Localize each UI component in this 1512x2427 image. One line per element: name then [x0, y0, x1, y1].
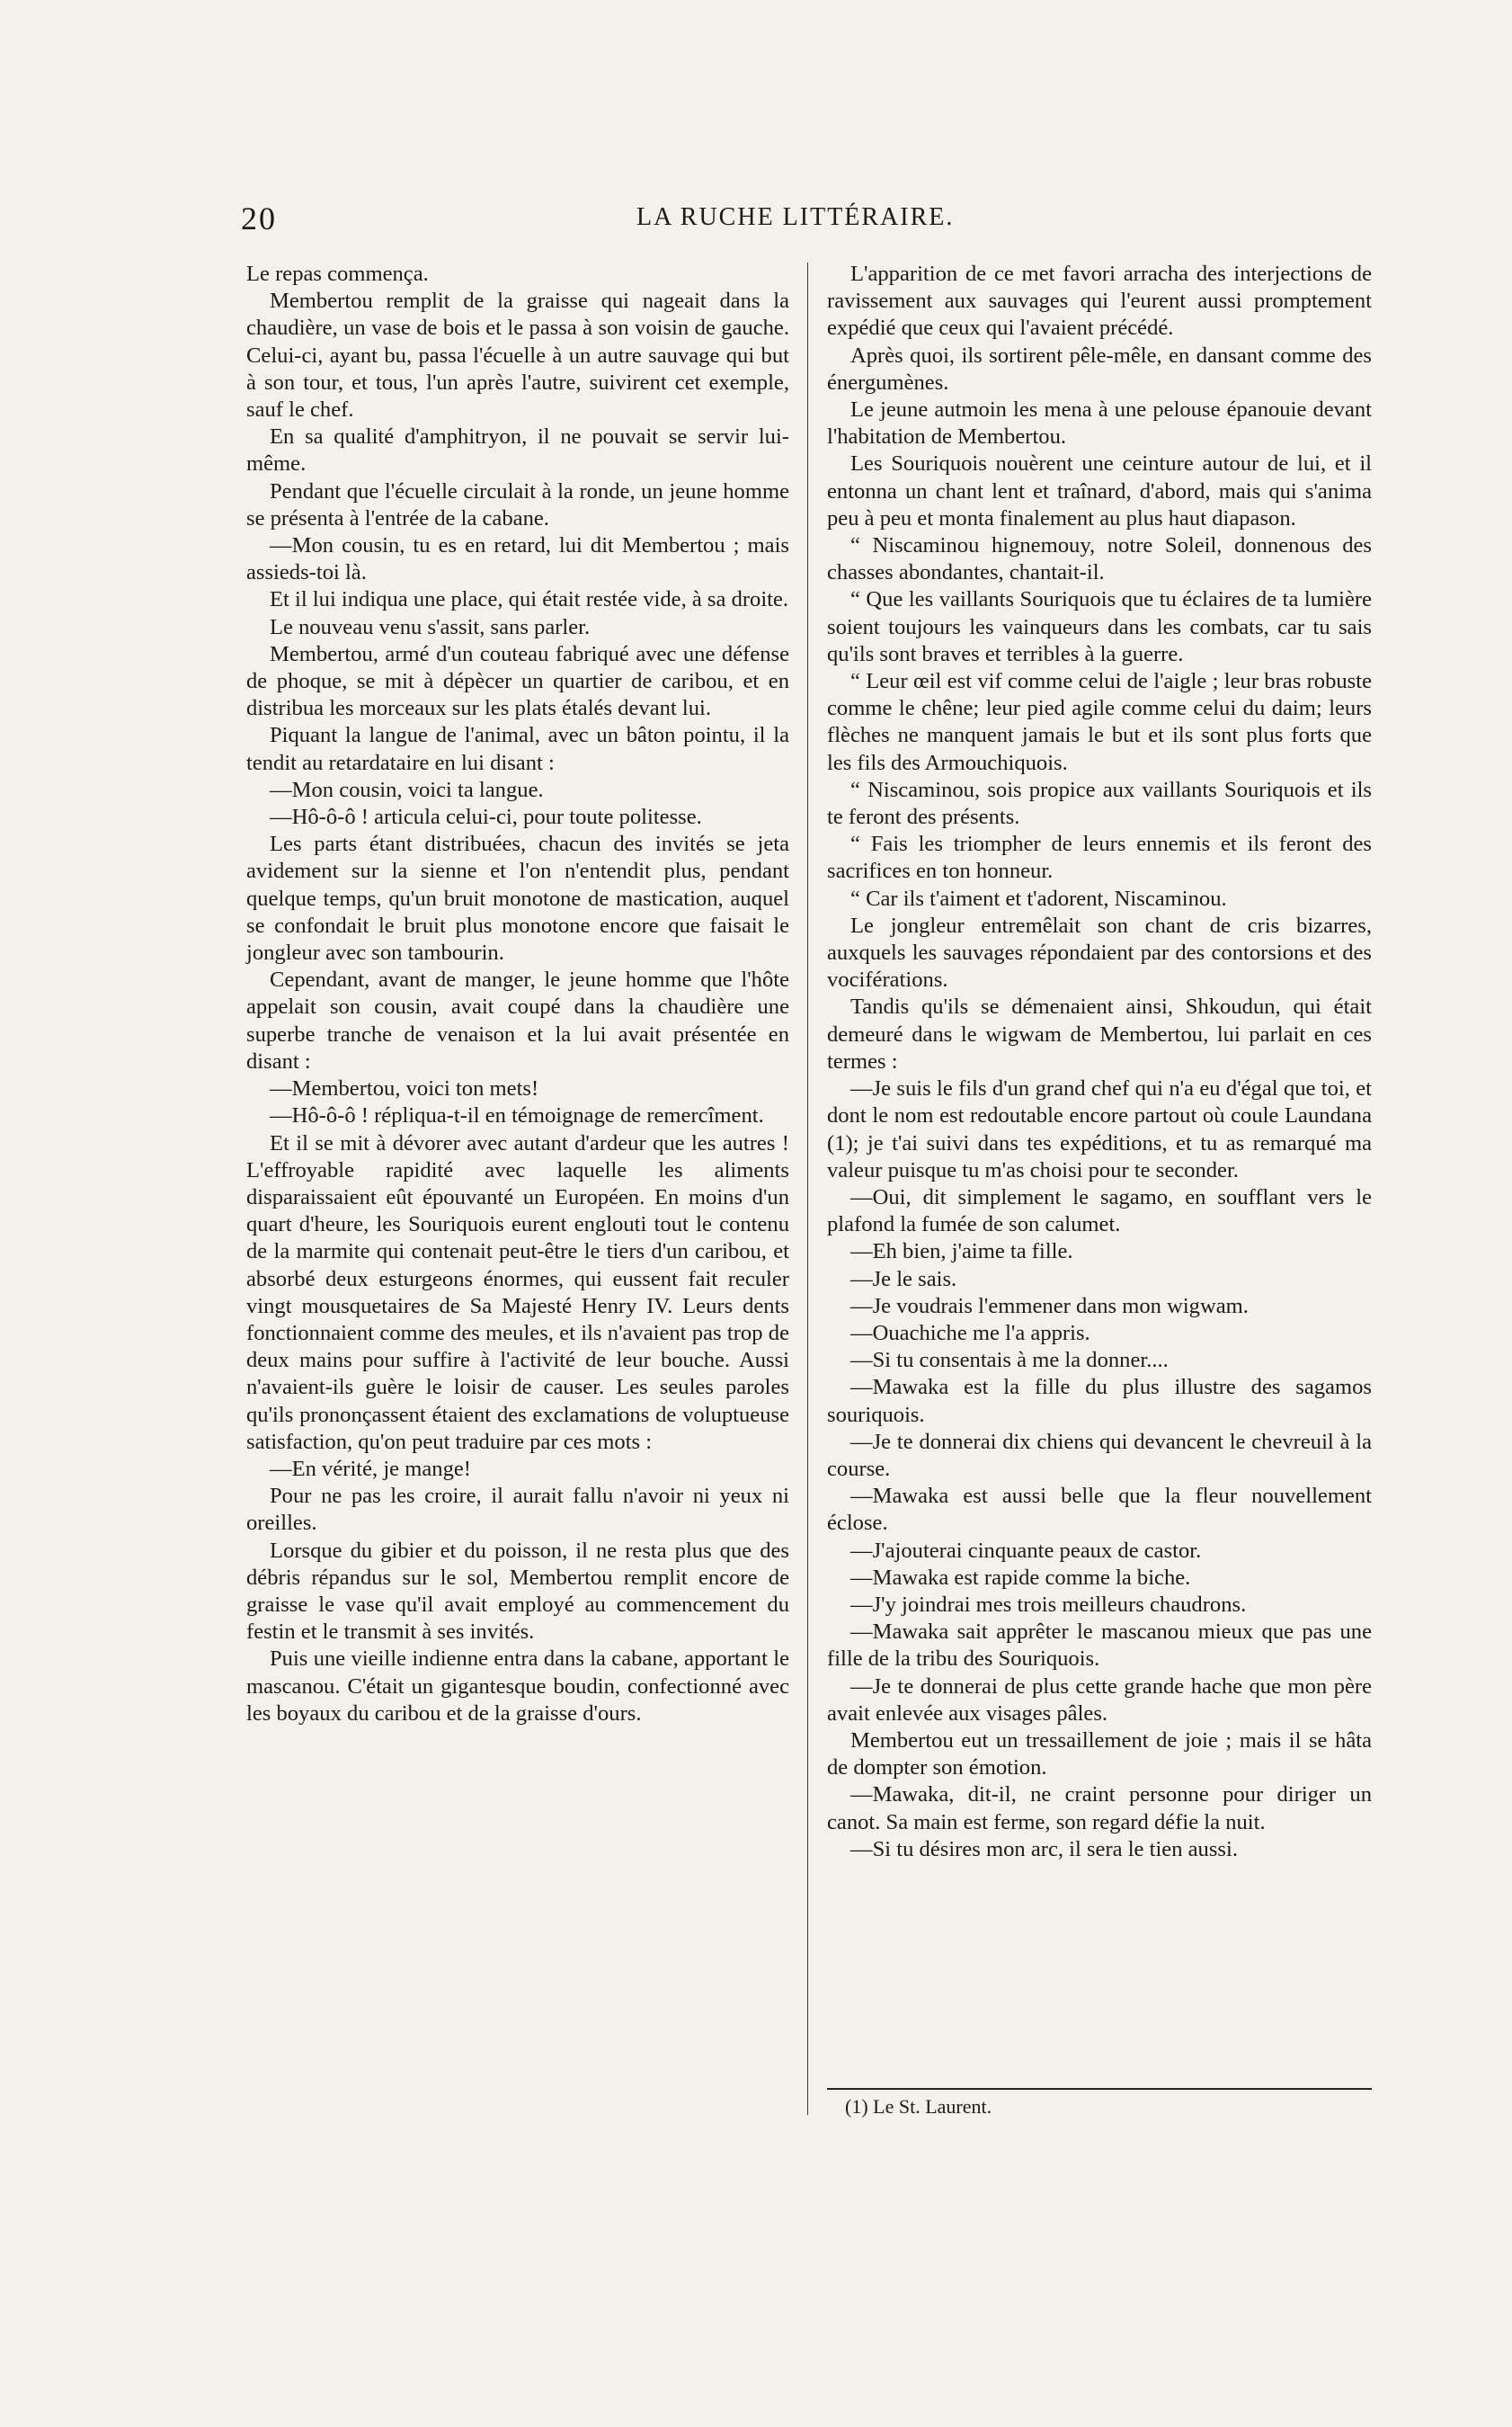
- paragraph: —Eh bien, j'aime ta fille.: [850, 1239, 1073, 1264]
- paragraph: Cependant, avant de manger, le jeune homme que l'hôte appelait son cousin, avait coupé dans la chaudière une superbe tranche de venaison et la lui avait présentée en disant :: [246, 968, 789, 1074]
- paragraph: Après quoi, ils sortirent pêle-mêle, en dansant comme des énergumènes.: [827, 343, 1372, 395]
- paragraph: En sa qualité d'amphitryon, il ne pouvait se servir lui-même.: [246, 424, 789, 477]
- paragraph: “ Niscaminou, sois propice aux vaillants Souriquois et ils te feront des présents.: [827, 777, 1372, 830]
- journal-title: LA RUCHE LITTÉRAIRE.: [636, 203, 955, 231]
- paragraph: Le jongleur entremêlait son chant de cris bizarres, auxquels les sauvages répondaient par des contorsions et des vociférations.: [827, 913, 1372, 993]
- paragraph: Pour ne pas les croire, il aurait fallu n'avoir ni yeux ni oreilles.: [246, 1484, 789, 1536]
- paragraph: —J'ajouterai cinquante peaux de castor.: [850, 1538, 1202, 1563]
- footnote-rule: [827, 2088, 1372, 2090]
- paragraph: L'apparition de ce met favori arracha des interjections de ravissement aux sauvages qui l'eurent aussi promptement expédié que ceux qui l'avaient précédé.: [827, 262, 1372, 341]
- paragraph: Le jeune autmoin les mena à une pelouse épanouie devant l'habitation de Membertou.: [827, 397, 1372, 450]
- paragraph: “ Car ils t'aiment et t'adorent, Niscaminou.: [850, 886, 1227, 911]
- paragraph: Puis une vieille indienne entra dans la cabane, apportant le mascanou. C'était un gigantesque boudin, confectionné avec les boyaux du caribou et de la graisse d'ours.: [246, 1646, 789, 1726]
- footnote: (1) Le St. Laurent.: [845, 2095, 992, 2118]
- paragraph: “ Fais les triompher de leurs ennemis et ils feront des sacrifices en ton honneur.: [827, 832, 1372, 884]
- paragraph: —J'y joindrai mes trois meilleurs chaudrons.: [850, 1592, 1247, 1617]
- paragraph: —Si tu désires mon arc, il sera le tien aussi.: [850, 1836, 1238, 1861]
- paragraph: Et il se mit à dévorer avec autant d'ardeur que les autres ! L'effroyable rapidité avec laquelle les aliments disparaissaient eût épouvanté un Européen. En moins d'un quart d'heure, les Souriquois eurent englouti tout le contenu de la marmite qui contenait peut-être le tiers d'un caribou, et absorbé deux esturgeons énormes, qui eussent fait reculer vingt mousquetaires de Sa Majesté Henry IV. Leurs dents fonctionnaient comme des meules, et ils n'avaient pas trop de deux mains pour suffire à l'activité de leur bouche. Aussi n'avaient-ils guère le loisir de causer. Les seules paroles qu'ils prononçassent étaient des exclamations de voluptueuse satisfaction, qu'on peut traduire par ces mots :: [246, 1130, 789, 1454]
- paragraph: —En vérité, je mange!: [270, 1456, 471, 1481]
- paragraph: —Je voudrais l'emmener dans mon wigwam.: [850, 1293, 1249, 1318]
- paragraph: —Mawaka, dit-il, ne craint personne pour diriger un canot. Sa main est ferme, son regard défie la nuit.: [827, 1782, 1372, 1834]
- paragraph: —Mawaka est la fille du plus illustre des sagamos souriquois.: [827, 1375, 1372, 1427]
- paragraph: Lorsque du gibier et du poisson, il ne resta plus que des débris répandus sur le sol, Membertou remplit encore de graisse le vase qu'il avait employé au commencement du festin et le transmit à ses invités.: [246, 1538, 789, 1645]
- paragraph: Les parts étant distribuées, chacun des invités se jeta avidement sur la sienne et l'on n'entendit plus, pendant quelque temps, qu'un bruit monotone de mastication, auquel se confondait le bruit plus monotone encore que faisait le jongleur avec son tambourin.: [246, 832, 789, 966]
- paragraph: —Je le sais.: [850, 1266, 957, 1291]
- right-column: [827, 261, 1372, 1863]
- paragraph: —Hô-ô-ô ! répliqua-t-il en témoignage de remercîment.: [270, 1103, 764, 1129]
- paragraph: Et il lui indiqua une place, qui était restée vide, à sa droite.: [270, 587, 789, 612]
- paragraph: —Mon cousin, voici ta langue.: [270, 777, 544, 802]
- paragraph: Les Souriquois nouèrent une ceinture autour de lui, et il entonna un chant lent et traînard, d'abord, mais qui s'anima peu à peu et monta finalement au plus haut diapason.: [827, 451, 1372, 531]
- paragraph: Membertou, armé d'un couteau fabriqué avec une défense de phoque, se mit à dépècer un quartier de caribou, et en distribua les morceaux sur les plats étalés devant lui.: [246, 641, 789, 721]
- paragraph: —Si tu consentais à me la donner....: [850, 1348, 1169, 1373]
- paragraph: —Ouachiche me l'a appris.: [850, 1320, 1090, 1345]
- paragraph: —Je te donnerai de plus cette grande hache que mon père avait enlevée aux visages pâles.: [827, 1673, 1372, 1726]
- paragraph: Le nouveau venu s'assit, sans parler.: [270, 614, 591, 639]
- paragraph: “ Niscaminou hignemouy, notre Soleil, donnenous des chasses abondantes, chantait-il.: [827, 533, 1372, 585]
- running-header: [241, 200, 1374, 236]
- paragraph: —Mawaka est aussi belle que la fleur nouvellement éclose.: [827, 1484, 1372, 1536]
- paragraph: —Je te donnerai dix chiens qui devancent le chevreuil à la course.: [827, 1429, 1372, 1481]
- paragraph: “ Leur œil est vif comme celui de l'aigle ; leur bras robuste comme le chêne; leur pied agile comme celui du daim; leurs flèches ne manquent jamais le but et ils sont plus forts que les fils des Armouchiquois.: [827, 669, 1372, 775]
- paragraph: —Hô-ô-ô ! articula celui-ci, pour toute politesse.: [270, 805, 702, 830]
- paragraph: —Oui, dit simplement le sagamo, en soufflant vers le plafond la fumée de son calumet.: [827, 1184, 1372, 1237]
- paragraph: —Membertou, voici ton mets!: [270, 1076, 539, 1102]
- paragraph: —Mon cousin, tu es en retard, lui dit Membertou ; mais assieds-toi là.: [246, 533, 789, 585]
- paragraph: Piquant la langue de l'animal, avec un bâton pointu, il la tendit au retardataire en lui disant :: [246, 723, 789, 775]
- column-divider: [807, 263, 808, 2115]
- paragraph: Membertou eut un tressaillement de joie ; mais il se hâta de dompter son émotion.: [827, 1727, 1372, 1780]
- paragraph: “ Que les vaillants Souriquois que tu éclaires de ta lumière soient toujours les vainqueurs dans les combats, car tu sais qu'ils sont braves et terribles à la guerre.: [827, 587, 1372, 666]
- paragraph: Le repas commença.: [246, 262, 429, 286]
- paragraph: Pendant que l'écuelle circulait à la ronde, un jeune homme se présenta à l'entrée de la cabane.: [246, 478, 789, 531]
- left-column: [246, 261, 789, 1727]
- paragraph: —Je suis le fils d'un grand chef qui n'a eu d'égal que toi, et dont le nom est redoutable encore partout où coule Laundana (1); je t'ai suivi dans tes expéditions, et tu as remarqué ma valeur puisque tu m'as choisi pour te seconder.: [827, 1076, 1372, 1182]
- paragraph: Membertou remplit de la graisse qui nageait dans la chaudière, un vase de bois et le passa à son voisin de gauche. Celui-ci, ayant bu, passa l'écuelle à un autre sauvage qui but à son tour, et tous, l'un après l'autre, suivirent cet exemple, sauf le chef.: [246, 289, 789, 423]
- paragraph: —Mawaka sait apprêter le mascanou mieux que pas une fille de la tribu des Souriquois.: [827, 1619, 1372, 1672]
- page-number: 20: [241, 201, 277, 236]
- paragraph: Tandis qu'ils se démenaient ainsi, Shkoudun, qui était demeuré dans le wigwam de Membertou, lui parlait en ces termes :: [827, 995, 1372, 1074]
- paragraph: —Mawaka est rapide comme la biche.: [850, 1565, 1191, 1590]
